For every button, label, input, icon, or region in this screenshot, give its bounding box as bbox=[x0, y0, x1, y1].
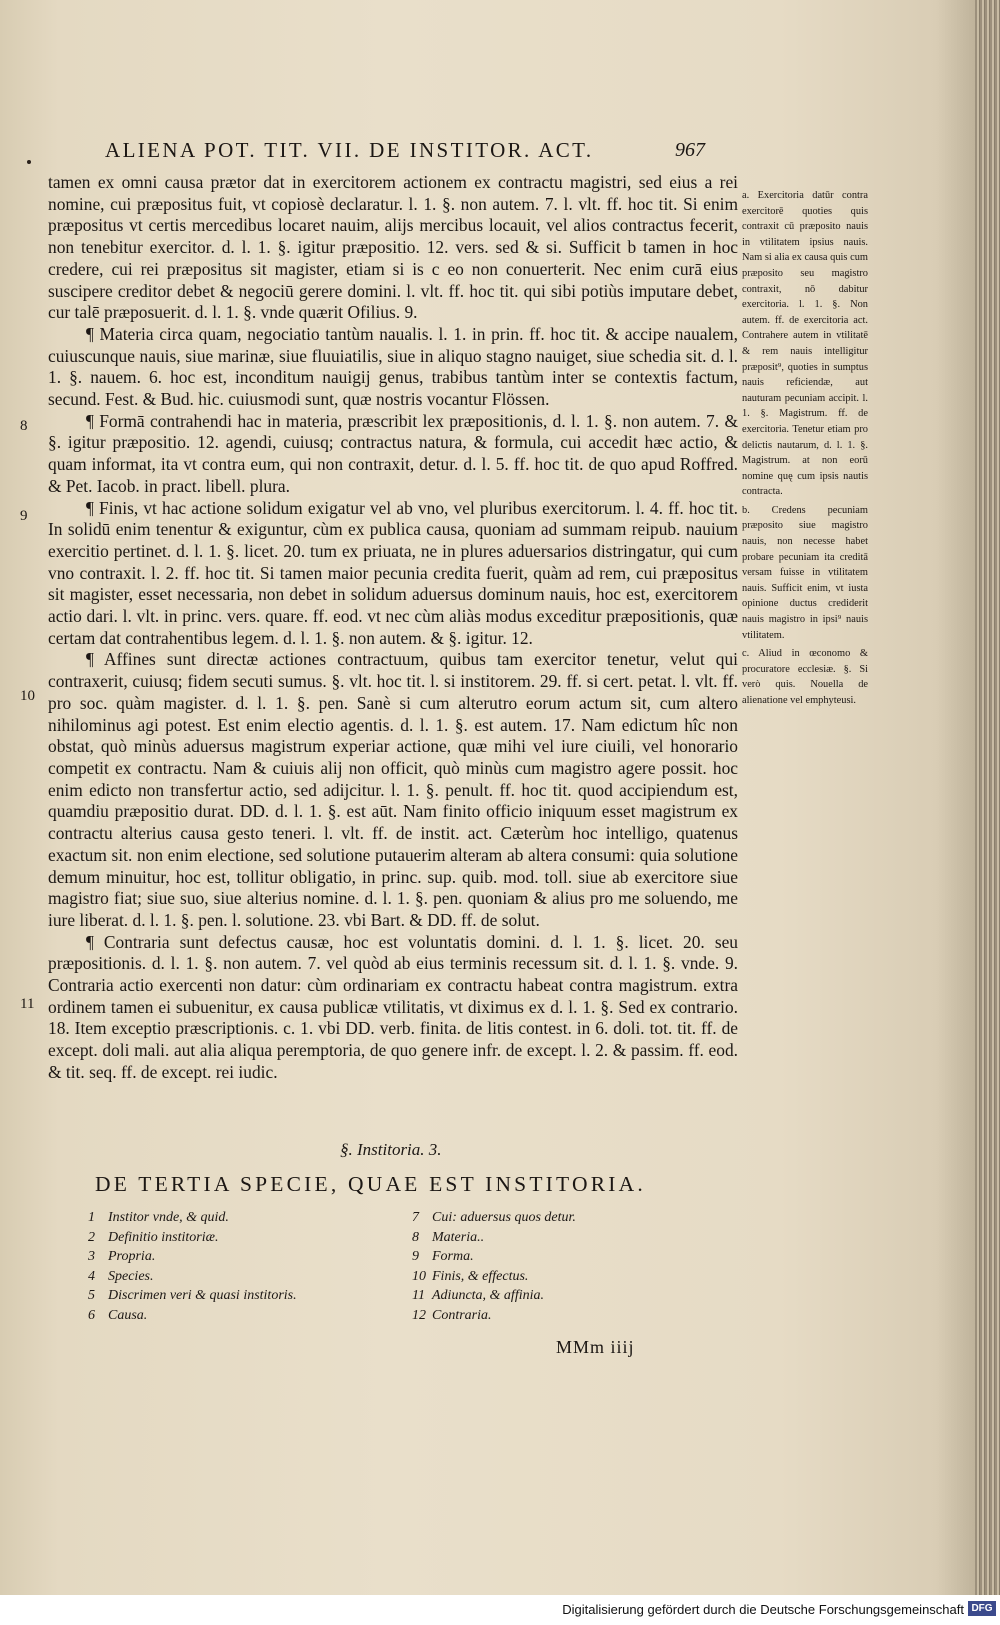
summary-list-left bbox=[88, 1208, 297, 1325]
paragraph-number: 10 bbox=[20, 688, 35, 704]
summary-list-right bbox=[412, 1208, 576, 1325]
ink-speck bbox=[27, 160, 31, 164]
margin-note: b. Credens pecuniam præposito siue magistro nauis, non necesse habet probare pecuniam ita creditā versam fuisse in vtilitatem nauis. Sufficit enim, vt iusta opinione ductus crediderit nauis magistro in ipsi⁹ nauis vtilitatem. bbox=[742, 504, 868, 641]
paragraph: ¶ Contraria sunt defectus causæ, hoc est voluntatis domini. d. l. 1. §. licet. 20. seu præpositionis. d. l. 1. §. non autem. 7. vel quòd ab eius terminis recessum sit. d. l. 1. §. vnde. 9. Contraria actio exercenti non datur: cùm ordinariam ex contractu habeat contra magistrum. extra ordinem tamen ei subuenitur, ex causa publicæ vtilitatis, vt diximus ex d. l. 1. §. Sed ex contrario. 18. Item exceptio præscriptionis. c. 1. vbi DD. verb. finita. de litis contest. in 6. doli. tot. tit. ff. de except. doli mali. aut alia aliqua peremptoria, de quo genere infr. de except. l. 2. & passim. ff. eod. & tit. seq. ff. de except. rei iudic. bbox=[48, 931, 738, 1082]
footer-bar bbox=[0, 1595, 1000, 1625]
summary-item: 9 Forma. bbox=[412, 1249, 474, 1264]
paragraph: tamen ex omni causa prætor dat in exercitorem actionem ex contractu magistri, sed eius a rei nomine, cui præpositus fuit, vt copiosè declaratur. l. 1. §. non autem. 7. l. vlt. ff. hoc tit. Si enim præpositus vt certis mercedibus locaret nauim, alijs mercibus locauit, vel alios contractus fecerit, non tenebitur exercitor. d. l. 1. §. igitur præpositio. 12. vers. sed & si. Sufficit b tamen in hoc credere, cui rei præpositus sit magister, etiam si is c eo non conuerterit. Nec enim curā eius suscipere creditor debet & negociū gerere domini. l. vlt. ff. hoc tit. qui sibi potiùs imputare debet, cur talē præposuerit. d. l. 1. §. vnde quærit Ofilius. 9. bbox=[48, 172, 738, 323]
signature-mark: MMm iiij bbox=[556, 1337, 635, 1357]
summary-item: 4 Species. bbox=[88, 1268, 154, 1284]
summary-item: 7 Cui: aduersus quos detur. bbox=[412, 1210, 576, 1225]
paragraph: ¶ Formā contrahendi hac in materia, præscribit lex præpositionis, d. l. 1. §. non autem. 7. & §. igitur præpositio. 12. agendi, cuiusq; contractus natura, & formula, cui accedit hæc actio, & quam informat, ita vt contra eum, qui non contraxit, detur. d. l. 5. ff. hoc tit. de quo apud Roffred. & Pet. Iacob. in pract. libell. plura. bbox=[48, 410, 738, 496]
section-mark: §. Institoria. 3. bbox=[340, 1140, 442, 1159]
summary-item: 11 Adiuncta, & affinia. bbox=[412, 1288, 544, 1303]
summary-item: 6 Causa. bbox=[88, 1307, 148, 1323]
summary-item: 1 Institor vnde, & quid. bbox=[88, 1210, 229, 1225]
section-heading: DE TERTIA SPECIE, QUAE EST INSTITORIA. bbox=[95, 1172, 646, 1196]
margin-note: a. Exercitoria datūr contra exercitorē quoties quis contraxit cū præposito nauis in vtilitatem ipsius nauis. Nam si alia ex causa quis cum præposito seu magistro contraxit, nō dabitur exercitoria. l. 1. §. Non autem. ff. de exercitoria act. Contrahere autem in vtilitatē & rem nauis intelligitur præposit⁹, quoties in sumptus nauis reficiendæ, aut nauturam pecuniam accipit. l. 1. §. Magistrum. ff. de exercitoria. Tenetur etiam pro delictis nautarum, d. l. 1. §. Magistrum. at non eorū nomine quę cum ipsis nautis contracta. bbox=[742, 190, 868, 498]
paragraph-number: 11 bbox=[20, 996, 35, 1012]
paragraph: ¶ Finis, vt hac actione solidum exigatur vel ab vno, vel pluribus exercitorum. l. 4. ff. hoc tit. In solidū enim tenentur & exiguntur, cùm ex publica causa, quoniam ad summam reipub. nauium exercitio pertinet. d. l. 1. §. licet. 20. tum ex priuata, ne in plures aduersarios distringatur, qui cum vno contraxit. l. 2. ff. hoc tit. Si tamen maior pecunia credita fuerit, quàm ad rem, cui præpositus sit magister, esset necessaria, non debet in solidum aduersus dominum nauis, hoc est, exercitorem actio dari. l. vlt. in princ. vers. quare. ff. eod. vt nec cùm aliàs modus exceditur præpositionis, quæ certam dat contrahentibus legem. d. l. 1. §. non autem. & §. igitur. 12. bbox=[48, 497, 738, 648]
summary-item: 3 Propria. bbox=[88, 1249, 156, 1264]
summary-item: 2 Definitio institoriæ. bbox=[88, 1229, 219, 1245]
summary-item: 12 Contraria. bbox=[412, 1307, 492, 1323]
summary-item: 10 Finis, & effectus. bbox=[412, 1268, 529, 1284]
summary-item: 5 Discrimen veri & quasi institoris. bbox=[88, 1288, 297, 1303]
page-number: 967 bbox=[675, 139, 705, 161]
dfg-logo-icon: DFG bbox=[968, 1601, 996, 1616]
funding-note: Digitalisierung gefördert durch die Deutsche Forschungsgemeinschaft bbox=[562, 1602, 964, 1617]
paragraph-number: 9 bbox=[20, 508, 28, 524]
paragraph-number: 8 bbox=[20, 418, 28, 434]
page-edge bbox=[975, 0, 1000, 1595]
paragraph: ¶ Materia circa quam, negociatio tantùm naualis. l. 1. in prin. ff. hoc tit. & accipe naualem, cuiuscunque nauis, siue marinæ, siue fluuiatilis, siue in aliquo stagno nauiget, siue schedia sit. d. l. 1. §. nauem. 6. hoc est, inconditum nauigij genus, trabibus tantùm inter se contextis factum, secund. Fest. & Bud. hic. cuiusmodi sunt, quæ nostris vocantur Flössen. bbox=[48, 323, 738, 410]
main-text bbox=[48, 172, 738, 1084]
marginal-notes bbox=[742, 188, 868, 712]
margin-note: c. Aliud in œconomo & procuratore ecclesiæ. §. Si verò quis. Nouella de alienatione vel emphyteusi. bbox=[742, 648, 868, 706]
paragraph: ¶ Affines sunt directæ actiones contractuum, quibus tam exercitor tenetur, velut qui contraxerit, cuiusq; fidem secuti sumus. §. vlt. hoc tit. l. si institorem. 29. ff. si cert. petat. l. vlt. ff. pro soc. quàm magister. d. l. 1. §. pen. Sanè si cum alterutro eorum actum sit, cum altero nihilominus agi potest. Est enim electio agentis. d. l. 1. §. est autem. 17. Nam edictum hîc non obstat, quò minùs aduersus magistrum experiar actione, quæ mihi vel iure ciuili, vel honorario competit ex contractu. Nam & cuiuis alij non officit, quò minùs cum magistro agere possit. hoc enim edicto non transfertur actio, sed adijcitur. l. 1. §. penult. ff. hoc tit. quod accipiendum est, quamdiu præpositio durat. DD. d. l. 1. §. est aūt. Nam finito officio iniquum esset magistrum ex contractu alterius causa gesto teneri. l. vlt. ff. de instit. act. Cæterùm hoc intelligo, quatenus exactum sit. non enim electione, sed solutione putauerim alteram ab altera consumi: quia solutione demum minuitur, hoc est, tollitur obligatio, in princ. sup. quib. mod. toll. siue ab exercitore siue magistro fiat; siue suo, siue alterius nomine. d. l. 1. §. pen. quoniam & alius pro me soluendo, me iure liberat. d. l. 1. §. pen. l. solutione. 23. vbi Bart. & DD. ff. de solut. bbox=[48, 649, 738, 930]
running-head: ALIENA POT. TIT. VII. DE INSTITOR. ACT. bbox=[105, 138, 594, 162]
summary-item: 8 Materia.. bbox=[412, 1229, 485, 1245]
